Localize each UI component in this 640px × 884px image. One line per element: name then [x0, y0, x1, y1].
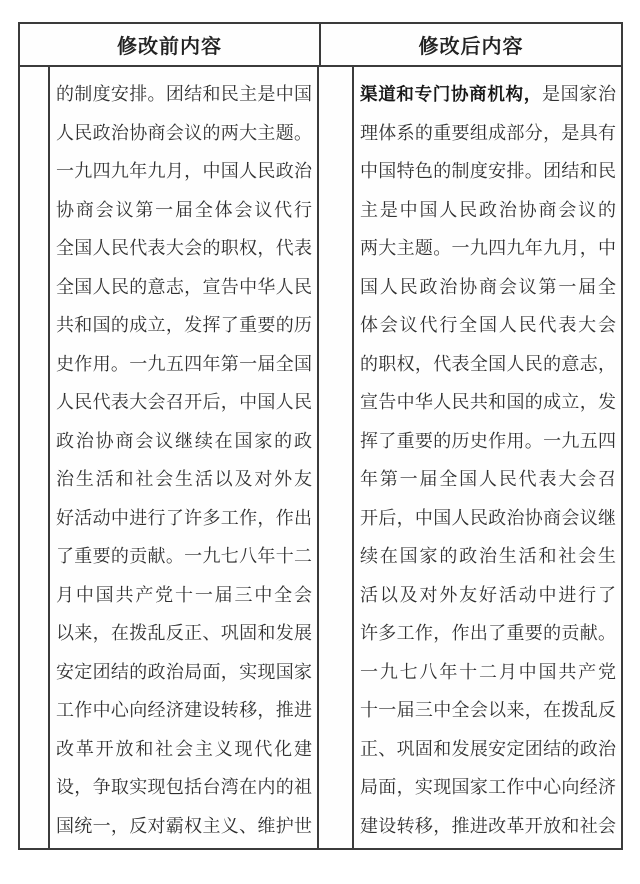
text-line: 共和国的成立，发挥了重要的历	[56, 315, 312, 335]
text-line: 中国特色的制度安排。团结和民	[360, 161, 616, 181]
text-line: 两大主题。一九四九年九月，中	[360, 238, 616, 258]
text-line-with-bold-lead	[360, 75, 616, 114]
text-line: 国人民政治协商会议第一届全	[360, 276, 616, 297]
revision-comparison-table	[18, 22, 623, 850]
text-line: 活以及对外友好活动中进行了	[360, 584, 616, 605]
text-line: 协商会议第一届全体会议代行	[56, 199, 312, 220]
text-line: 全国人民的意志，宣告中华人民	[56, 276, 312, 297]
text-line: 设，争取实现包括台湾在内的祖	[56, 777, 312, 797]
text-line: 理体系的重要组成部分，是具有	[360, 122, 616, 143]
text-line: 月中国共产党十一届三中全会	[56, 584, 312, 605]
before-revision-text-cell	[50, 67, 319, 848]
text-line: 工作中心向经济建设转移，推进	[56, 700, 312, 720]
text-line: 开后，中国人民政治协商会议继	[360, 507, 616, 528]
text-line: 体会议代行全国人民代表大会	[360, 315, 616, 335]
text-line: 一九四九年九月，中国人民政治	[56, 161, 312, 181]
text-line: 人民代表大会召开后，中国人民	[56, 392, 312, 412]
text-line: 安定团结的政治局面，实现国家	[56, 661, 312, 682]
text-line: 的职权，代表全国人民的意志，	[360, 353, 616, 374]
text-line: 挥了重要的历史作用。一九五四	[360, 430, 616, 451]
text-line: 续在国家的政治生活和社会生	[360, 546, 616, 566]
text-line: 好活动中进行了许多工作，作出	[56, 507, 312, 528]
text-line: 一九七八年十二月中国共产党	[360, 661, 616, 682]
table-body-row	[20, 67, 621, 848]
text-line: 改革开放和社会主义现代化建	[56, 738, 312, 759]
header-cell-after-revision: 修改后内容	[418, 36, 524, 58]
text-line: 以来，在拨乱反正、巩固和发展	[56, 623, 312, 643]
bold-lead-phrase: 渠道和专门协商机构，	[360, 84, 542, 104]
before-column-gutter	[20, 67, 50, 848]
text-line: 正、巩固和发展安定团结的政治	[360, 738, 616, 759]
text-line: 的制度安排。团结和民主是中国	[56, 84, 312, 104]
table-header-row	[20, 24, 621, 67]
text-line: 治生活和社会生活以及对外友	[56, 469, 312, 489]
text-line: 建设转移，推进改革开放和社会	[360, 815, 616, 836]
header-cell-before-revision: 修改前内容	[20, 24, 321, 65]
text-line: 政治协商会议继续在国家的政	[56, 430, 312, 451]
text-line: 国统一，反对霸权主义、维护世	[56, 815, 312, 836]
text-line: 宣告中华人民共和国的成立，发	[360, 392, 616, 412]
text-line: 局面，实现国家工作中心向经济	[360, 777, 616, 797]
text-line: 了重要的贡献。一九七八年十二	[56, 546, 312, 566]
text-line: 十一届三中全会以来，在拨乱反	[360, 700, 616, 720]
text-line: 人民政治协商会议的两大主题。	[56, 122, 312, 143]
text-line: 史作用。一九五四年第一届全国	[56, 353, 312, 374]
after-column-gutter	[319, 67, 354, 848]
text-line: 年第一届全国人民代表大会召	[360, 469, 616, 489]
lead-line-rest: 是国家治	[541, 84, 617, 104]
after-revision-text-cell	[354, 67, 621, 848]
text-line: 主是中国人民政治协商会议的	[360, 199, 616, 220]
text-line: 全国人民代表大会的职权，代表	[56, 238, 312, 258]
text-line: 许多工作，作出了重要的贡献。	[360, 623, 616, 643]
